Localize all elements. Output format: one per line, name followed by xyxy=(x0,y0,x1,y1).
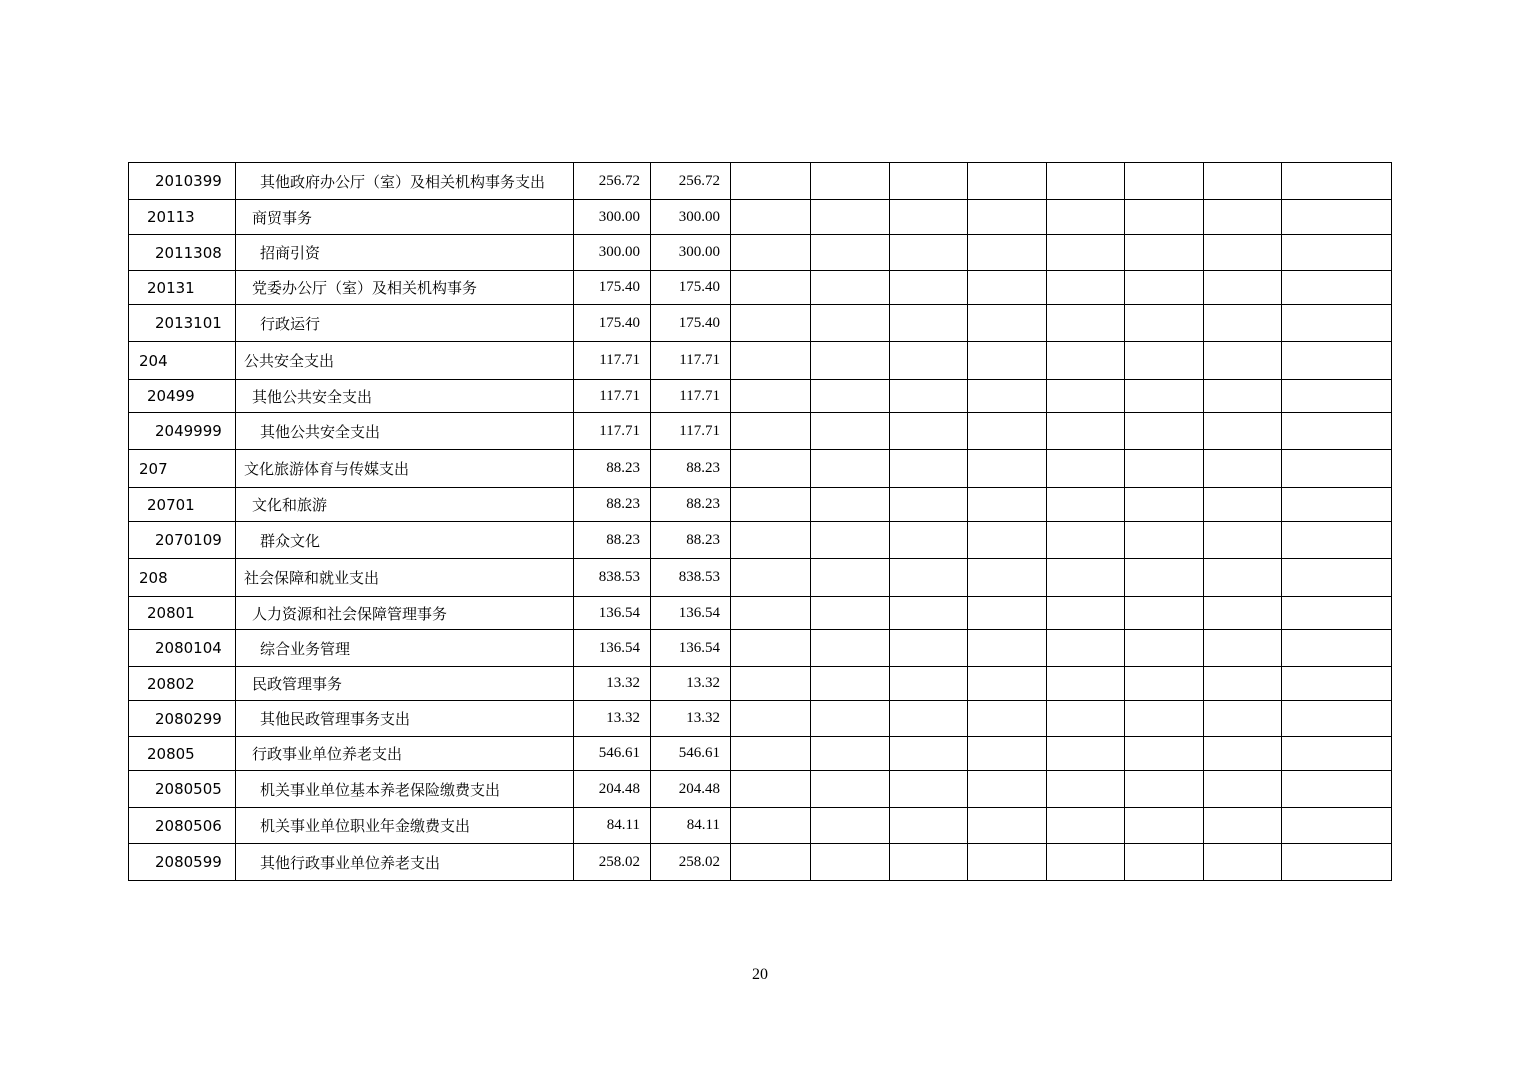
empty-cell xyxy=(1047,413,1125,450)
empty-cell xyxy=(890,271,968,305)
empty-cell xyxy=(811,235,890,271)
empty-cell xyxy=(1125,271,1204,305)
account-name-cell: 文化和旅游 xyxy=(236,488,574,522)
empty-cell xyxy=(1125,737,1204,771)
account-code-cell: 20802 xyxy=(129,667,236,701)
account-name-cell: 其他公共安全支出 xyxy=(236,380,574,413)
basic-amount-cell: 136.54 xyxy=(651,630,731,667)
empty-cell xyxy=(1204,413,1282,450)
empty-cell xyxy=(890,808,968,844)
empty-cell xyxy=(1047,200,1125,235)
empty-cell xyxy=(968,235,1047,271)
empty-cell xyxy=(890,413,968,450)
empty-cell xyxy=(1204,235,1282,271)
empty-cell xyxy=(890,450,968,488)
empty-cell xyxy=(890,488,968,522)
account-name-cell: 文化旅游体育与传媒支出 xyxy=(236,450,574,488)
empty-cell xyxy=(1282,413,1392,450)
account-name-cell: 群众文化 xyxy=(236,522,574,559)
basic-amount-cell: 117.71 xyxy=(651,413,731,450)
basic-amount-cell: 175.40 xyxy=(651,271,731,305)
empty-cell xyxy=(1282,559,1392,597)
empty-cell xyxy=(890,737,968,771)
table-row xyxy=(129,667,1392,701)
empty-cell xyxy=(811,597,890,630)
basic-amount-cell: 117.71 xyxy=(651,342,731,380)
empty-cell xyxy=(811,701,890,737)
empty-cell xyxy=(1204,488,1282,522)
total-amount-cell: 256.72 xyxy=(574,163,651,200)
account-name-cell: 其他公共安全支出 xyxy=(236,413,574,450)
account-name-cell: 民政管理事务 xyxy=(236,667,574,701)
empty-cell xyxy=(890,163,968,200)
empty-cell xyxy=(1047,342,1125,380)
empty-cell xyxy=(811,737,890,771)
account-code-cell: 20805 xyxy=(129,737,236,771)
empty-cell xyxy=(1047,488,1125,522)
account-code-cell: 2080506 xyxy=(129,808,236,844)
empty-cell xyxy=(731,808,811,844)
empty-cell xyxy=(1282,667,1392,701)
empty-cell xyxy=(1282,597,1392,630)
empty-cell xyxy=(968,737,1047,771)
empty-cell xyxy=(1204,701,1282,737)
empty-cell xyxy=(811,488,890,522)
empty-cell xyxy=(1125,342,1204,380)
empty-cell xyxy=(731,380,811,413)
empty-cell xyxy=(731,701,811,737)
total-amount-cell: 117.71 xyxy=(574,342,651,380)
empty-cell xyxy=(1282,488,1392,522)
empty-cell xyxy=(1204,522,1282,559)
empty-cell xyxy=(1125,844,1204,881)
empty-cell xyxy=(890,380,968,413)
table-row xyxy=(129,380,1392,413)
total-amount-cell: 117.71 xyxy=(574,380,651,413)
empty-cell xyxy=(1204,844,1282,881)
total-amount-cell: 258.02 xyxy=(574,844,651,881)
empty-cell xyxy=(968,701,1047,737)
empty-cell xyxy=(968,771,1047,808)
empty-cell xyxy=(890,522,968,559)
account-name-cell: 综合业务管理 xyxy=(236,630,574,667)
empty-cell xyxy=(1282,844,1392,881)
empty-cell xyxy=(811,630,890,667)
account-name-cell: 其他民政管理事务支出 xyxy=(236,701,574,737)
empty-cell xyxy=(890,342,968,380)
empty-cell xyxy=(1047,737,1125,771)
empty-cell xyxy=(1204,305,1282,342)
account-code-cell: 20499 xyxy=(129,380,236,413)
empty-cell xyxy=(968,808,1047,844)
empty-cell xyxy=(1282,450,1392,488)
empty-cell xyxy=(731,200,811,235)
empty-cell xyxy=(1204,559,1282,597)
empty-cell xyxy=(811,380,890,413)
account-code-cell: 208 xyxy=(129,559,236,597)
empty-cell xyxy=(731,413,811,450)
account-code-cell: 20701 xyxy=(129,488,236,522)
table-row xyxy=(129,844,1392,881)
basic-amount-cell: 175.40 xyxy=(651,305,731,342)
account-name-cell: 行政运行 xyxy=(236,305,574,342)
empty-cell xyxy=(1047,844,1125,881)
table-row xyxy=(129,235,1392,271)
empty-cell xyxy=(731,771,811,808)
table-row xyxy=(129,342,1392,380)
table-row xyxy=(129,597,1392,630)
table-row xyxy=(129,163,1392,200)
empty-cell xyxy=(1204,667,1282,701)
empty-cell xyxy=(1125,597,1204,630)
empty-cell xyxy=(890,559,968,597)
empty-cell xyxy=(1282,235,1392,271)
empty-cell xyxy=(811,342,890,380)
basic-amount-cell: 300.00 xyxy=(651,235,731,271)
empty-cell xyxy=(731,559,811,597)
empty-cell xyxy=(968,522,1047,559)
empty-cell xyxy=(890,771,968,808)
total-amount-cell: 175.40 xyxy=(574,305,651,342)
empty-cell xyxy=(1282,200,1392,235)
empty-cell xyxy=(968,488,1047,522)
basic-amount-cell: 84.11 xyxy=(651,808,731,844)
empty-cell xyxy=(968,667,1047,701)
table-row xyxy=(129,450,1392,488)
empty-cell xyxy=(731,844,811,881)
page-number: 20 xyxy=(752,966,768,983)
account-name-cell: 社会保障和就业支出 xyxy=(236,559,574,597)
empty-cell xyxy=(811,200,890,235)
empty-cell xyxy=(1125,488,1204,522)
basic-amount-cell: 13.32 xyxy=(651,667,731,701)
empty-cell xyxy=(1125,559,1204,597)
empty-cell xyxy=(890,701,968,737)
total-amount-cell: 204.48 xyxy=(574,771,651,808)
basic-amount-cell: 88.23 xyxy=(651,488,731,522)
empty-cell xyxy=(968,450,1047,488)
empty-cell xyxy=(1282,163,1392,200)
total-amount-cell: 136.54 xyxy=(574,597,651,630)
empty-cell xyxy=(731,630,811,667)
total-amount-cell: 84.11 xyxy=(574,808,651,844)
empty-cell xyxy=(1047,630,1125,667)
account-name-cell: 人力资源和社会保障管理事务 xyxy=(236,597,574,630)
empty-cell xyxy=(1125,380,1204,413)
table-row xyxy=(129,488,1392,522)
empty-cell xyxy=(731,522,811,559)
empty-cell xyxy=(731,163,811,200)
total-amount-cell: 546.61 xyxy=(574,737,651,771)
empty-cell xyxy=(1204,597,1282,630)
account-name-cell: 其他政府办公厅（室）及相关机构事务支出 xyxy=(236,163,574,200)
empty-cell xyxy=(1204,808,1282,844)
basic-amount-cell: 300.00 xyxy=(651,200,731,235)
basic-amount-cell: 256.72 xyxy=(651,163,731,200)
account-code-cell: 207 xyxy=(129,450,236,488)
empty-cell xyxy=(1282,342,1392,380)
empty-cell xyxy=(1204,450,1282,488)
basic-amount-cell: 258.02 xyxy=(651,844,731,881)
empty-cell xyxy=(811,450,890,488)
basic-amount-cell: 136.54 xyxy=(651,597,731,630)
account-code-cell: 20131 xyxy=(129,271,236,305)
empty-cell xyxy=(811,305,890,342)
empty-cell xyxy=(1047,597,1125,630)
empty-cell xyxy=(1047,235,1125,271)
empty-cell xyxy=(890,630,968,667)
empty-cell xyxy=(968,200,1047,235)
total-amount-cell: 838.53 xyxy=(574,559,651,597)
table-row xyxy=(129,630,1392,667)
empty-cell xyxy=(1204,271,1282,305)
empty-cell xyxy=(1047,559,1125,597)
table-row xyxy=(129,808,1392,844)
account-code-cell: 2070109 xyxy=(129,522,236,559)
empty-cell xyxy=(811,271,890,305)
account-code-cell: 204 xyxy=(129,342,236,380)
empty-cell xyxy=(1282,305,1392,342)
empty-cell xyxy=(1047,380,1125,413)
empty-cell xyxy=(731,597,811,630)
empty-cell xyxy=(1282,771,1392,808)
empty-cell xyxy=(968,597,1047,630)
empty-cell xyxy=(1204,737,1282,771)
basic-amount-cell: 88.23 xyxy=(651,522,731,559)
empty-cell xyxy=(1125,235,1204,271)
empty-cell xyxy=(968,271,1047,305)
empty-cell xyxy=(731,450,811,488)
empty-cell xyxy=(890,200,968,235)
total-amount-cell: 88.23 xyxy=(574,488,651,522)
empty-cell xyxy=(1125,808,1204,844)
empty-cell xyxy=(1282,808,1392,844)
account-name-cell: 机关事业单位职业年金缴费支出 xyxy=(236,808,574,844)
empty-cell xyxy=(1282,630,1392,667)
empty-cell xyxy=(731,667,811,701)
account-code-cell: 2049999 xyxy=(129,413,236,450)
empty-cell xyxy=(1125,413,1204,450)
account-name-cell: 招商引资 xyxy=(236,235,574,271)
table-row xyxy=(129,200,1392,235)
account-code-cell: 2080505 xyxy=(129,771,236,808)
empty-cell xyxy=(811,413,890,450)
account-code-cell: 2080299 xyxy=(129,701,236,737)
table-row xyxy=(129,771,1392,808)
empty-cell xyxy=(968,630,1047,667)
empty-cell xyxy=(890,305,968,342)
account-code-cell: 20801 xyxy=(129,597,236,630)
empty-cell xyxy=(1125,771,1204,808)
basic-amount-cell: 838.53 xyxy=(651,559,731,597)
empty-cell xyxy=(811,808,890,844)
basic-amount-cell: 88.23 xyxy=(651,450,731,488)
empty-cell xyxy=(811,163,890,200)
budget-table xyxy=(128,162,1392,881)
empty-cell xyxy=(1047,522,1125,559)
total-amount-cell: 13.32 xyxy=(574,667,651,701)
empty-cell xyxy=(968,559,1047,597)
empty-cell xyxy=(890,844,968,881)
empty-cell xyxy=(1125,522,1204,559)
empty-cell xyxy=(1282,271,1392,305)
empty-cell xyxy=(1125,630,1204,667)
table-row xyxy=(129,305,1392,342)
table-row xyxy=(129,701,1392,737)
empty-cell xyxy=(1047,271,1125,305)
account-name-cell: 商贸事务 xyxy=(236,200,574,235)
total-amount-cell: 88.23 xyxy=(574,522,651,559)
empty-cell xyxy=(1282,701,1392,737)
empty-cell xyxy=(811,522,890,559)
account-code-cell: 2080599 xyxy=(129,844,236,881)
total-amount-cell: 175.40 xyxy=(574,271,651,305)
basic-amount-cell: 546.61 xyxy=(651,737,731,771)
empty-cell xyxy=(1204,771,1282,808)
account-name-cell: 机关事业单位基本养老保险缴费支出 xyxy=(236,771,574,808)
total-amount-cell: 13.32 xyxy=(574,701,651,737)
empty-cell xyxy=(731,737,811,771)
account-name-cell: 行政事业单位养老支出 xyxy=(236,737,574,771)
empty-cell xyxy=(1047,771,1125,808)
empty-cell xyxy=(1204,380,1282,413)
empty-cell xyxy=(1204,200,1282,235)
account-code-cell: 2011308 xyxy=(129,235,236,271)
table-row xyxy=(129,559,1392,597)
empty-cell xyxy=(811,559,890,597)
empty-cell xyxy=(1047,450,1125,488)
basic-amount-cell: 204.48 xyxy=(651,771,731,808)
table-row xyxy=(129,271,1392,305)
empty-cell xyxy=(1204,630,1282,667)
empty-cell xyxy=(1047,701,1125,737)
empty-cell xyxy=(968,305,1047,342)
empty-cell xyxy=(1125,200,1204,235)
table-body xyxy=(129,163,1392,881)
empty-cell xyxy=(1047,667,1125,701)
empty-cell xyxy=(890,667,968,701)
empty-cell xyxy=(731,271,811,305)
empty-cell xyxy=(890,235,968,271)
empty-cell xyxy=(811,667,890,701)
empty-cell xyxy=(1282,737,1392,771)
empty-cell xyxy=(1125,667,1204,701)
empty-cell xyxy=(1047,163,1125,200)
empty-cell xyxy=(1204,342,1282,380)
account-code-cell: 20113 xyxy=(129,200,236,235)
table-row xyxy=(129,413,1392,450)
account-code-cell: 2010399 xyxy=(129,163,236,200)
empty-cell xyxy=(968,163,1047,200)
empty-cell xyxy=(731,235,811,271)
total-amount-cell: 88.23 xyxy=(574,450,651,488)
table-row xyxy=(129,737,1392,771)
account-code-cell: 2080104 xyxy=(129,630,236,667)
empty-cell xyxy=(811,844,890,881)
empty-cell xyxy=(1282,522,1392,559)
empty-cell xyxy=(731,488,811,522)
empty-cell xyxy=(968,844,1047,881)
empty-cell xyxy=(731,305,811,342)
table-row xyxy=(129,522,1392,559)
account-code-cell: 2013101 xyxy=(129,305,236,342)
empty-cell xyxy=(890,597,968,630)
empty-cell xyxy=(968,380,1047,413)
basic-amount-cell: 117.71 xyxy=(651,380,731,413)
empty-cell xyxy=(1047,808,1125,844)
empty-cell xyxy=(1047,305,1125,342)
empty-cell xyxy=(1125,450,1204,488)
total-amount-cell: 117.71 xyxy=(574,413,651,450)
empty-cell xyxy=(1125,305,1204,342)
empty-cell xyxy=(1125,163,1204,200)
empty-cell xyxy=(731,342,811,380)
account-name-cell: 其他行政事业单位养老支出 xyxy=(236,844,574,881)
empty-cell xyxy=(1125,701,1204,737)
account-name-cell: 党委办公厅（室）及相关机构事务 xyxy=(236,271,574,305)
account-name-cell: 公共安全支出 xyxy=(236,342,574,380)
total-amount-cell: 300.00 xyxy=(574,235,651,271)
total-amount-cell: 136.54 xyxy=(574,630,651,667)
basic-amount-cell: 13.32 xyxy=(651,701,731,737)
empty-cell xyxy=(811,771,890,808)
total-amount-cell: 300.00 xyxy=(574,200,651,235)
empty-cell xyxy=(968,342,1047,380)
empty-cell xyxy=(968,413,1047,450)
empty-cell xyxy=(1282,380,1392,413)
empty-cell xyxy=(1204,163,1282,200)
